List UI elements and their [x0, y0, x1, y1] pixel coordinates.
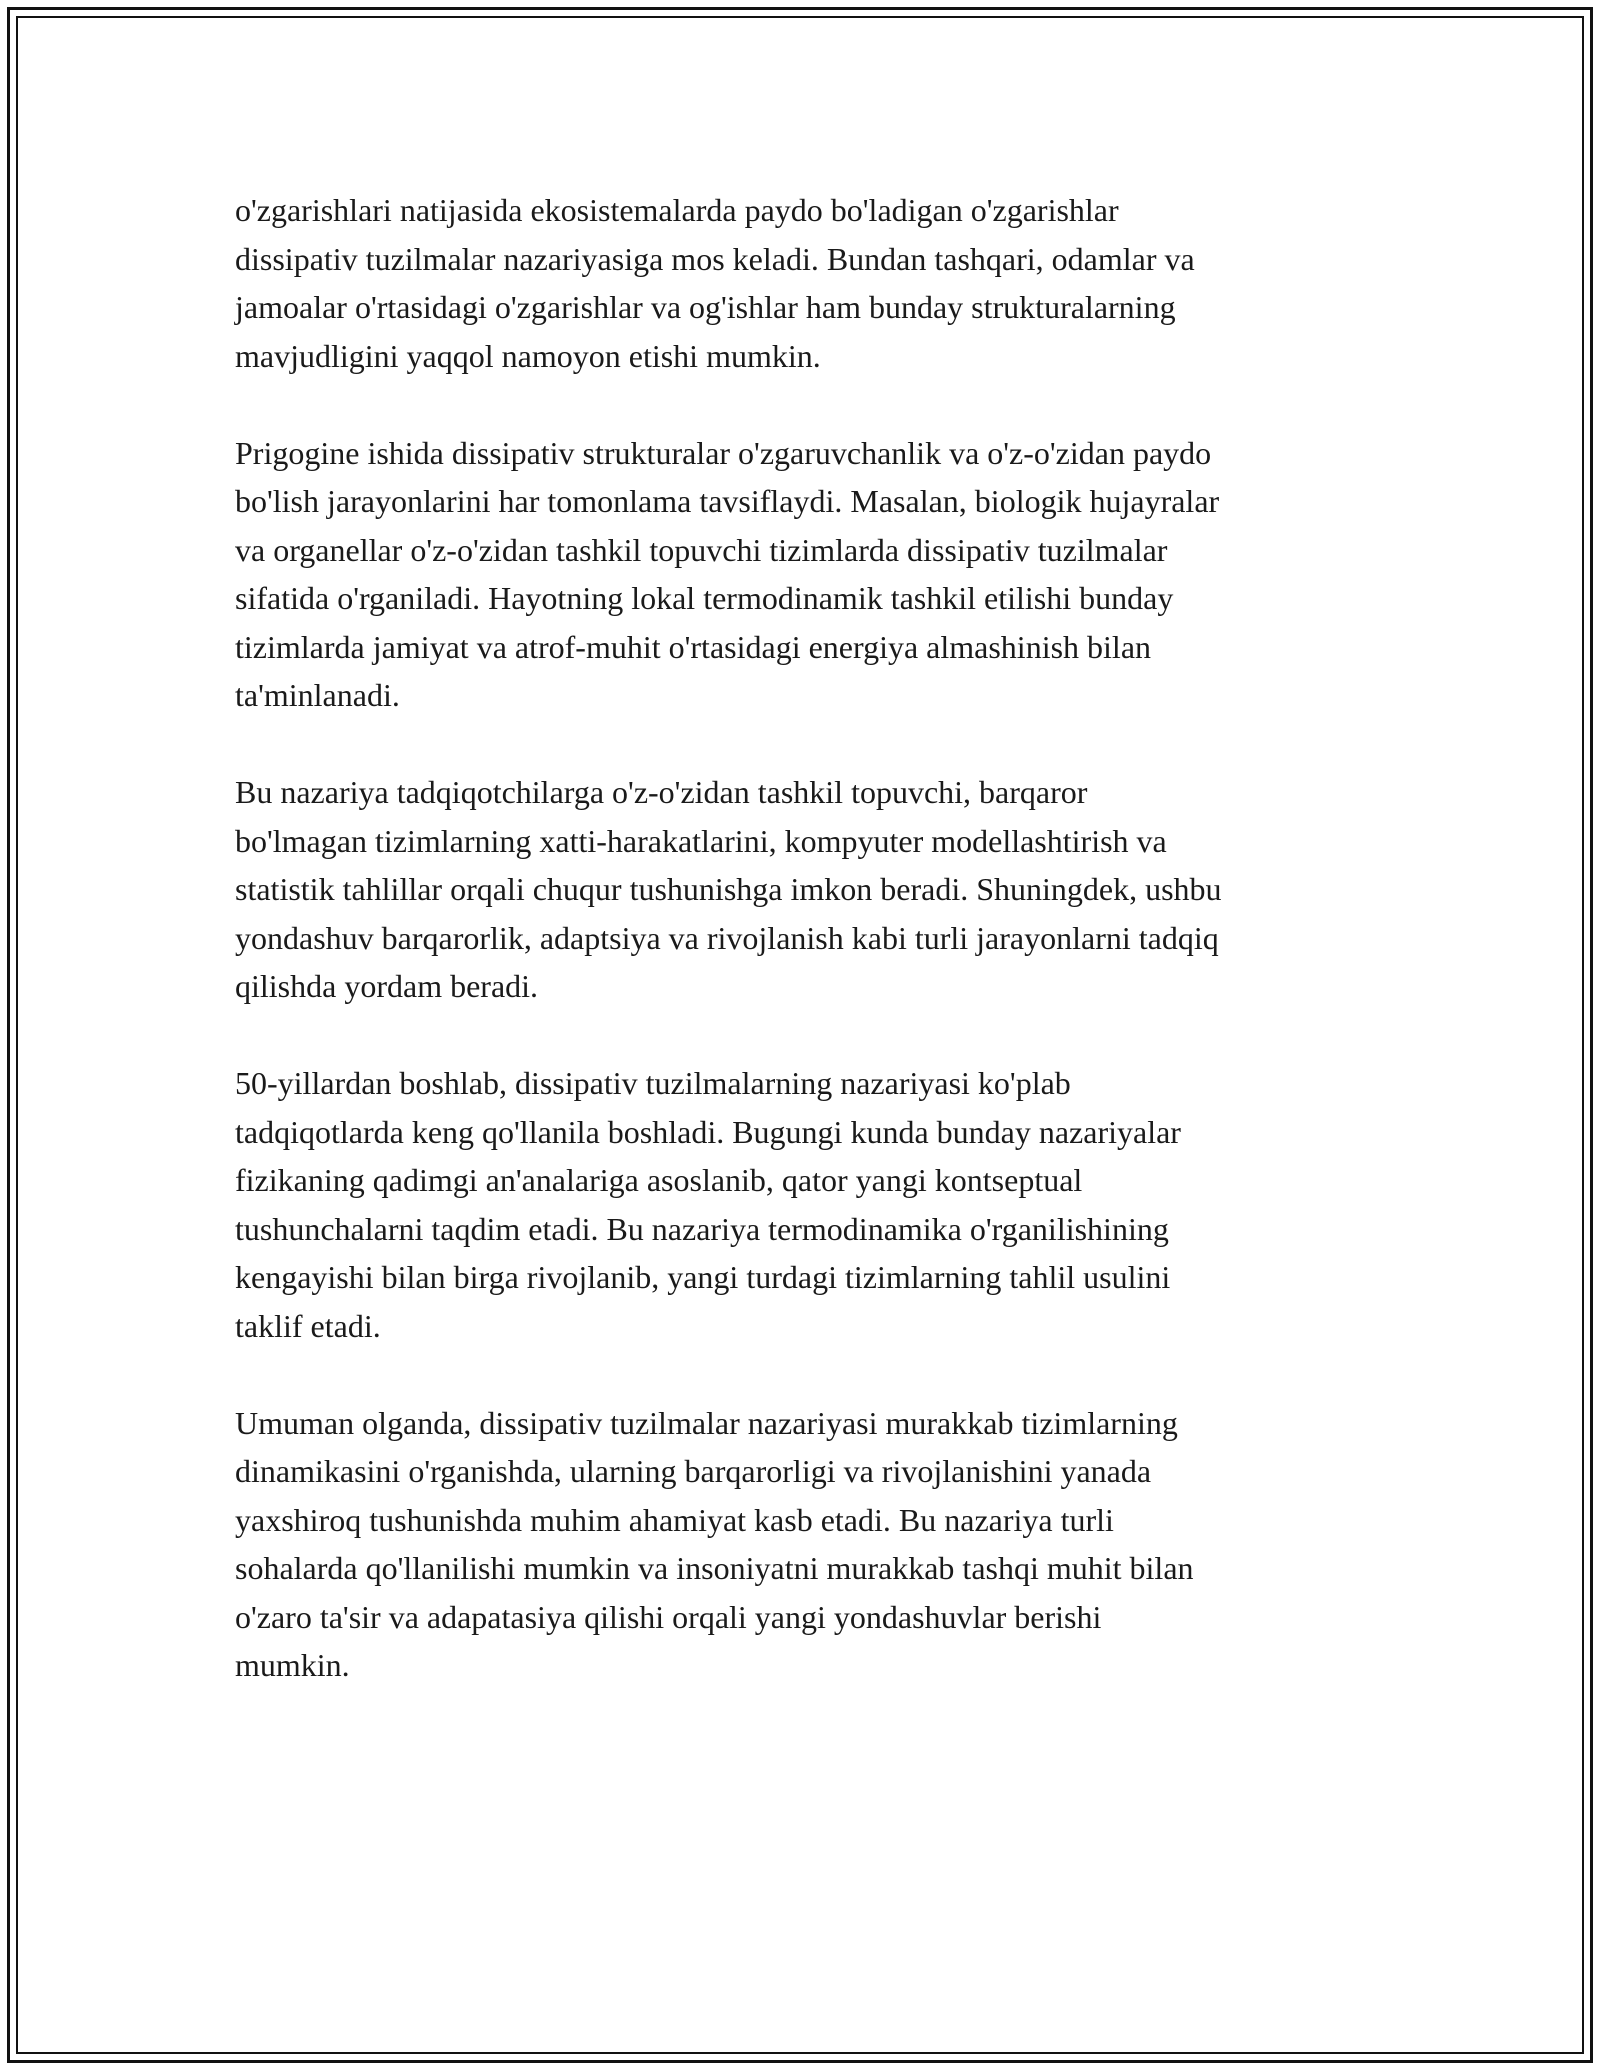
text-line: Bu nazariya tadqiqotchilarga o'z-o'zidan tashkil topuvchi, barqaror — [235, 774, 1088, 810]
text-line: fizikaning qadimgi an'analariga asoslanib, qator yangi kontseptual — [235, 1162, 1083, 1198]
paragraph-5 — [235, 1399, 1375, 1690]
text-line: kengayishi bilan birga rivojlanib, yangi turdagi tizimlarning tahlil usulini — [235, 1259, 1171, 1295]
text-line: ta'minlanadi. — [235, 677, 400, 713]
text-line: tadqiqotlarda keng qo'llanila boshladi. Bugungi kunda bunday nazariyalar — [235, 1113, 1181, 1150]
text-line: jamoalar o'rtasidagi o'zgarishlar va og'ishlar ham bunday strukturalarning — [235, 289, 1176, 325]
paragraph-3 — [235, 768, 1375, 1011]
text-line: yondashuv barqarorlik, adaptsiya va rivojlanish kabi turli jarayonlarni tadqiq — [235, 919, 1219, 956]
text-line: Prigogine ishida dissipativ strukturalar o'zgaruvchanlik va o'z-o'zidan paydo — [235, 434, 1212, 471]
text-line: va organellar o'z-o'zidan tashkil topuvchi tizimlarda dissipativ tuzilmalar — [235, 531, 1168, 568]
text-line: yaxshiroq tushunishda muhim ahamiyat kasb etadi. Bu nazariya turli — [235, 1501, 1114, 1538]
text-line: qilishda yordam beradi. — [235, 968, 539, 1004]
text-line: Umuman olganda, dissipativ tuzilmalar nazariyasi murakkab tizimlarning — [235, 1404, 1178, 1441]
text-line: taklif etadi. — [235, 1307, 381, 1344]
text-line: sifatida o'rganiladi. Hayotning lokal termodinamik tashkil etilishi bunday — [235, 580, 1174, 616]
text-line: bo'lish jarayonlarini har tomonlama tavsiflaydi. Masalan, biologik hujayralar — [235, 483, 1220, 519]
text-line: o'zgarishlari natijasida ekosistemalarda paydo bo'ladigan o'zgarishlar — [235, 192, 1119, 228]
text-line: statistik tahlillar orqali chuqur tushunishga imkon beradi. Shuningdek, ushbu — [235, 871, 1222, 907]
document-body — [235, 186, 1375, 1738]
text-line: tizimlarda jamiyat va atrof-muhit o'rtasidagi energiya almashinish bilan — [235, 628, 1152, 665]
paragraph-4 — [235, 1059, 1375, 1350]
text-line: o'zaro ta'sir va adapatasiya qilishi orqali yangi yondashuvlar berishi — [235, 1598, 1102, 1635]
text-line: sohalarda qo'llanilishi mumkin va insoniyatni murakkab tashqi muhit bilan — [235, 1550, 1194, 1586]
text-line: mumkin. — [235, 1647, 350, 1683]
text-line: 50-yillardan boshlab, dissipativ tuzilmalarning nazariyasi ko'plab — [235, 1065, 1071, 1101]
text-line: dissipativ tuzilmalar nazariyasiga mos keladi. Bundan tashqari, odamlar va — [235, 240, 1195, 277]
text-line: bo'lmagan tizimlarning xatti-harakatlarini, kompyuter modellashtirish va — [235, 822, 1167, 859]
text-line: dinamikasini o'rganishda, ularning barqarorligi va rivojlanishini yanada — [235, 1453, 1152, 1489]
text-line: mavjudligini yaqqol namoyon etishi mumkin. — [235, 337, 821, 374]
paragraph-2 — [235, 429, 1375, 720]
paragraph-1 — [235, 186, 1375, 380]
text-line: tushunchalarni taqdim etadi. Bu nazariya termodinamika o'rganilishining — [235, 1210, 1169, 1247]
